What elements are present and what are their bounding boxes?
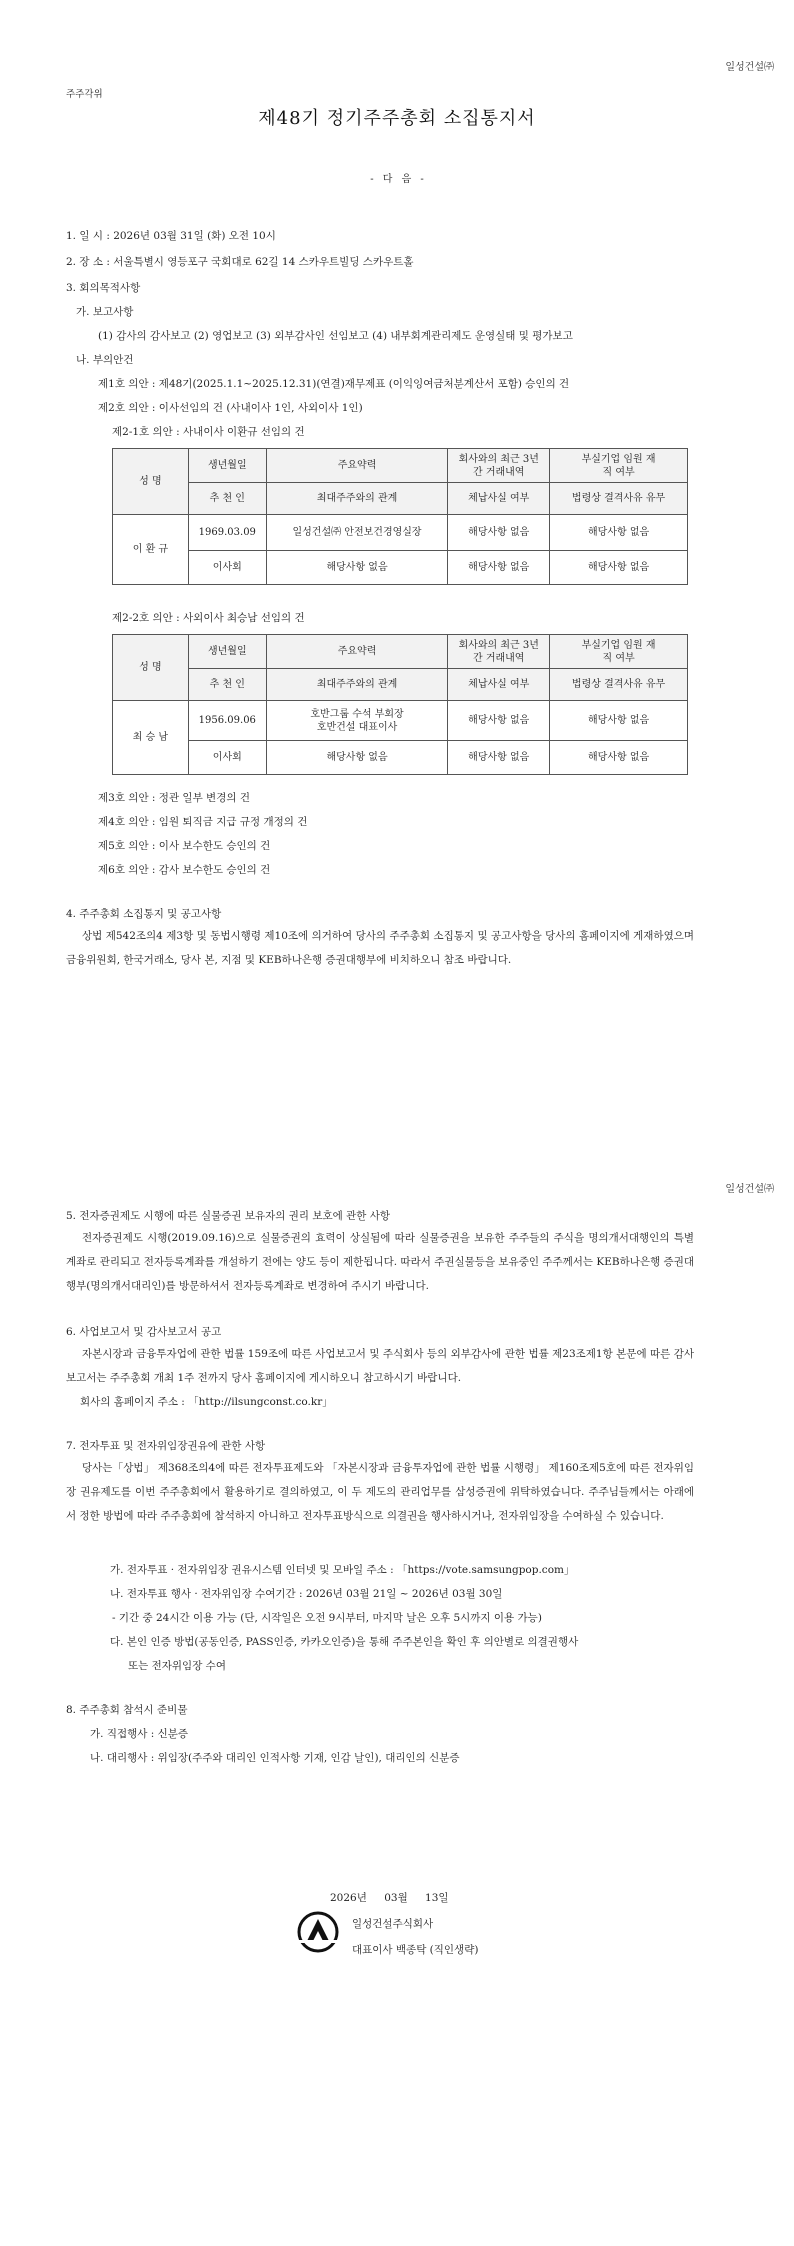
career-line-1: 호반그룹 수석 부회장 [310,708,404,720]
candidate-recommender: 이사회 [188,551,266,585]
section-7-item-b: 나. 전자투표 행사 · 전자위임장 수여기간 : 2026년 03월 21일 ~ 2026년 03월 30일 [110,1588,503,1600]
signature-ceo: 대표이사 백종탁 (직인생략) [352,1944,479,1956]
section-6-heading: 6. 사업보고서 및 감사보고서 공고 [66,1326,222,1338]
candidate-relation: 해당사항 없음 [266,551,448,585]
section-7-item-b-note: - 기간 중 24시간 이용 가능 (단, 시작일은 오전 9시부터, 마지막 날은 오후 5시까지 이용 가능) [112,1612,542,1624]
section-6-body: 자본시장과 금융투자업에 관한 법률 159조에 따른 사업보고서 및 주식회사 등의 외부감사에 관한 법률 제23조제1항 본문에 따른 감사보고서는 주주총회 개최 1주 전까지 당사 홈페이지에 게시하오니 참고하시기 바랍니다. [66,1348,694,1384]
header-career: 주요약력 [266,635,448,669]
candidate-relation: 해당사항 없음 [266,741,448,775]
candidate-birth: 1956.09.06 [188,701,266,741]
header-recommender: 추 천 인 [188,669,266,701]
signature-company: 일성건설주식회사 [352,1918,434,1930]
candidate-trade: 해당사항 없음 [448,515,550,551]
candidate-table-2 [112,634,688,775]
candidate-name: 최 승 남 [113,701,189,775]
header-disqualify: 법령상 결격사유 유무 [550,669,688,701]
candidate-career [266,701,448,741]
candidate-career: 일성건설㈜ 안전보건경영실장 [266,515,448,551]
header-relation: 최대주주와의 관계 [266,669,448,701]
signature-date: 2026년 03월 13일 [330,1892,449,1904]
section-1-date: 1. 일 시 : 2026년 03월 31일 (화) 오전 10시 [66,230,276,242]
candidate-default: 해당사항 없음 [448,741,550,775]
header-birth: 생년월일 [188,449,266,483]
section-7-heading: 7. 전자투표 및 전자위임장권유에 관한 사항 [66,1440,266,1452]
header-name: 성 명 [113,635,189,701]
agenda-3: 제3호 의안 : 정관 일부 변경의 건 [98,792,250,804]
section-6-homepage: 회사의 홈페이지 주소 : 「http://ilsungconst.co.kr」 [80,1396,333,1408]
agenda-2: 제2호 의안 : 이사선임의 건 (사내이사 1인, 사외이사 1인) [98,402,363,414]
agenda-6: 제6호 의안 : 감사 보수한도 승인의 건 [98,864,271,876]
section-3-heading: 3. 회의목적사항 [66,282,141,294]
career-line-2: 호반건설 대표이사 [316,721,398,733]
agenda-5: 제5호 의안 : 이사 보수한도 승인의 건 [98,840,271,852]
header-career: 주요약력 [266,449,448,483]
company-logo-icon [296,1910,340,1954]
document-title: 제48기 정기주주총회 소집통지서 [258,108,536,129]
agenda-heading: 나. 부의안건 [76,354,134,366]
candidate-default: 해당사항 없음 [448,551,550,585]
header-relation: 최대주주와의 관계 [266,483,448,515]
agenda-2-1: 제2-1호 의안 : 사내이사 이환규 선임의 건 [112,426,305,438]
header-insolvent: 부실기업 임원 재직 여부 [550,449,688,483]
company-name: 일성건설㈜ [725,62,774,73]
section-4-heading: 4. 주주총회 소집통지 및 공고사항 [66,908,222,920]
section-7-item-c2: 또는 전자위임장 수여 [128,1660,226,1672]
report-items-heading: 가. 보고사항 [76,306,134,318]
subtitle: - 다 음 - [370,174,424,185]
section-4-body: 상법 제542조의4 제3항 및 동법시행령 제10조에 의거하여 당사의 주주총회 소집통지 및 공고사항을 당사의 홈페이지에 게재하였으며 금융위원회, 한국거래소, 당사 본, 지점 및 KEB하나은행 증권대행부에 비치하오니 참조 바랍니다. [66,930,694,966]
agenda-4: 제4호 의안 : 임원 퇴직금 지급 규정 개정의 건 [98,816,308,828]
header-recommender: 추 천 인 [188,483,266,515]
section-7-item-a: 가. 전자투표 · 전자위임장 권유시스템 인터넷 및 모바일 주소 : 「https://vote.samsungpop.com」 [110,1564,575,1576]
section-8-item-a: 가. 직접행사 : 신분증 [90,1728,189,1740]
candidate-name: 이 환 규 [113,515,189,585]
header-birth: 생년월일 [188,635,266,669]
candidate-birth: 1969.03.09 [188,515,266,551]
addressee: 주주각위 [66,89,103,100]
section-7-item-c: 다. 본인 인증 방법(공동인증, PASS인증, 카카오인증)을 통해 주주본인을 확인 후 의안별로 의결권행사 [110,1636,579,1648]
section-5-body: 전자증권제도 시행(2019.09.16)으로 실물증권의 효력이 상실됨에 따라 실물증권을 보유한 주주들의 주식을 명의개서대행인의 특별계좌로 관리되고 전자등록계좌를 개설하기 전에는 양도 등이 제한됩니다. 따라서 주권실물등을 보유중인 주주께서는 KEB하나은행 증권대행부(명의개서대리인)를 방문하셔서 전자등록계좌로 변경하여 주시기 바랍니다. [66,1232,694,1292]
header-trade: 회사와의 최근 3년간 거래내역 [448,635,550,669]
header-name: 성 명 [113,449,189,515]
candidate-recommender: 이사회 [188,741,266,775]
candidate-disqualify: 해당사항 없음 [550,741,688,775]
header-disqualify: 법령상 결격사유 유무 [550,483,688,515]
company-name-page2: 일성건설㈜ [725,1184,774,1195]
header-trade: 회사와의 최근 3년간 거래내역 [448,449,550,483]
section-8-heading: 8. 주주총회 참석시 준비물 [66,1704,188,1716]
agenda-1: 제1호 의안 : 제48기(2025.1.1~2025.12.31)(연결)재무제표 (이익잉여금처분계산서 포함) 승인의 건 [98,378,570,390]
section-2-place: 2. 장 소 : 서울특별시 영등포구 국회대로 62길 14 스카우트빌딩 스카우트홀 [66,256,414,268]
candidate-trade: 해당사항 없음 [448,701,550,741]
candidate-insolvent: 해당사항 없음 [550,515,688,551]
candidate-disqualify: 해당사항 없음 [550,551,688,585]
section-5-heading: 5. 전자증권제도 시행에 따른 실물증권 보유자의 권리 보호에 관한 사항 [66,1210,391,1222]
report-items-list: (1) 감사의 감사보고 (2) 영업보고 (3) 외부감사인 선임보고 (4) 내부회계관리제도 운영실태 및 평가보고 [98,330,573,342]
candidate-insolvent: 해당사항 없음 [550,701,688,741]
agenda-2-2: 제2-2호 의안 : 사외이사 최승남 선임의 건 [112,612,305,624]
header-default: 체납사실 여부 [448,483,550,515]
header-default: 체납사실 여부 [448,669,550,701]
header-insolvent: 부실기업 임원 재직 여부 [550,635,688,669]
section-7-body: 당사는「상법」 제368조의4에 따른 전자투표제도와 「자본시장과 금융투자업에 관한 법률 시행령」 제160조제5호에 따른 전자위임장 권유제도를 이번 주주총회에서 활용하기로 결의하였고, 이 두 제도의 관리업무를 삼성증권에 위탁하였습니다. 주주님들께서는 아래에서 정한 방법에 따라 주주총회에 참석하지 아니하고 전자투표방식으로 의결권을 행사하시거나, 전자위임장을 수여하실 수 있습니다. [66,1462,694,1522]
candidate-table-1 [112,448,688,585]
section-8-item-b: 나. 대리행사 : 위임장(주주와 대리인 인적사항 기재, 인감 날인), 대리인의 신분증 [90,1752,460,1764]
